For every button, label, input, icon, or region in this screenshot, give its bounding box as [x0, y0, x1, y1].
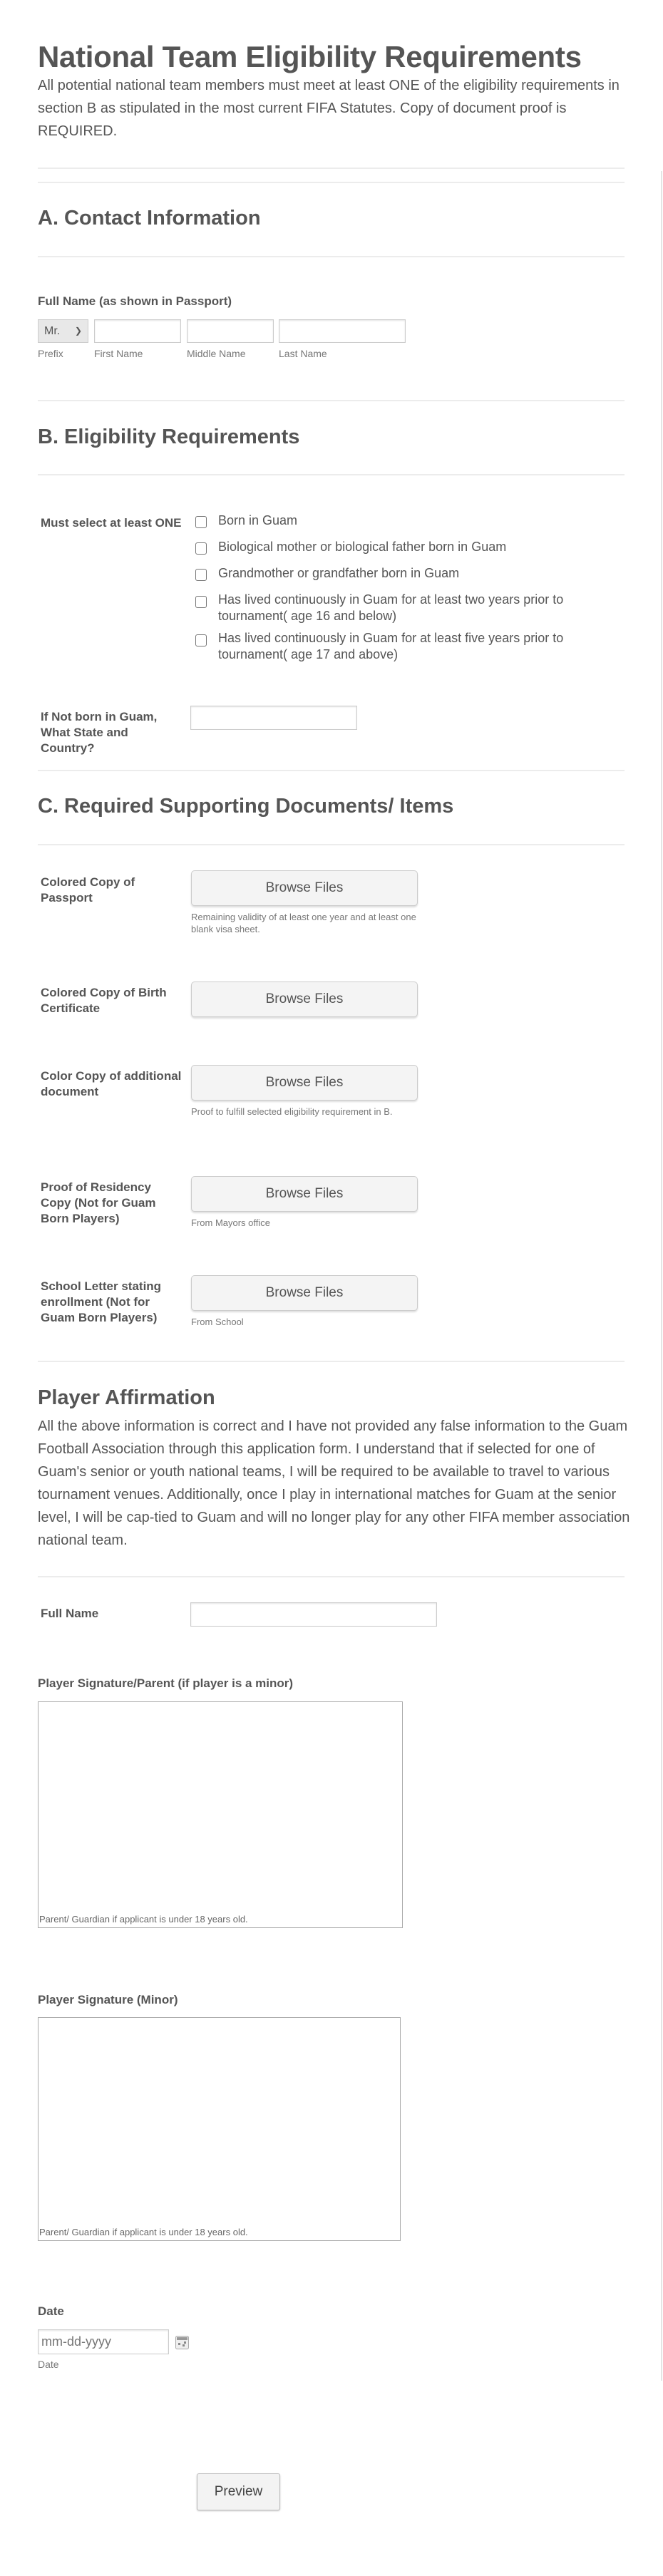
- checkbox-lived-two-years[interactable]: [195, 596, 207, 608]
- prefix-sublabel: Prefix: [38, 348, 63, 359]
- prefix-value: Mr.: [44, 325, 61, 337]
- must-select-label: Must select at least ONE: [41, 516, 182, 530]
- page-edge: [661, 171, 662, 2381]
- signature-parent-label: Player Signature/Parent (if player is a minor): [38, 1676, 294, 1690]
- checkbox-born-in-guam[interactable]: [195, 516, 207, 528]
- browse-files-button-residency[interactable]: Browse Files: [191, 1176, 418, 1212]
- upload-help-passport: Remaining validity of at least one year and at least one blank visa sheet.: [191, 912, 416, 934]
- divider: [38, 168, 625, 169]
- upload-help-school-letter: From School: [191, 1317, 244, 1327]
- divider: [38, 256, 625, 257]
- section-c-heading: C. Required Supporting Documents/ Items: [38, 795, 454, 818]
- affirmation-full-name-input[interactable]: [190, 1602, 437, 1627]
- last-name-input[interactable]: [279, 319, 406, 343]
- first-name-sublabel: First Name: [94, 348, 143, 359]
- option-label: Has lived continuously in Guam for at least five years prior to tournament( age 17 and above): [218, 631, 564, 661]
- checkbox-grandparent-born[interactable]: [195, 569, 207, 581]
- upload-label-additional-document: Color Copy of additional document: [41, 1069, 182, 1098]
- upload-help-residency: From Mayors office: [191, 1217, 271, 1228]
- option-label: Grandmother or grandfather born in Guam: [218, 566, 460, 580]
- signature-parent-pad[interactable]: [38, 1701, 403, 1928]
- divider: [38, 474, 625, 475]
- browse-files-button-passport[interactable]: Browse Files: [191, 870, 418, 906]
- prefix-select[interactable]: [38, 319, 88, 343]
- section-a-heading: A. Contact Information: [38, 207, 261, 230]
- checkbox-lived-five-years[interactable]: [195, 634, 207, 646]
- browse-files-button-birth-certificate[interactable]: Browse Files: [191, 982, 418, 1017]
- signature-minor-pad[interactable]: [38, 2017, 401, 2241]
- calendar-icon[interactable]: [175, 2336, 189, 2349]
- first-name-input[interactable]: [94, 319, 181, 343]
- affirmation-full-name-label: Full Name: [41, 1607, 99, 1620]
- option-label: Biological mother or biological father born in Guam: [218, 540, 507, 554]
- middle-name-input[interactable]: [187, 319, 274, 343]
- upload-label-passport: Colored Copy of Passport: [41, 875, 135, 905]
- signature-minor-label: Player Signature (Minor): [38, 1993, 178, 2006]
- page-description: All potential national team members must meet at least ONE of the eligibility requirements in section B as stipulated in the most current FIFA Statutes. Copy of document proof is REQUIRED.: [38, 78, 620, 139]
- date-input[interactable]: [38, 2329, 169, 2354]
- affirmation-heading: Player Affirmation: [38, 1386, 215, 1409]
- preview-button[interactable]: Preview: [197, 2473, 280, 2510]
- upload-help-additional-document: Proof to fulfill selected eligibility requirement in B.: [191, 1106, 393, 1117]
- checkbox-parent-born[interactable]: [195, 542, 207, 555]
- upload-label-school-letter: School Letter stating enrollment (Not for Guam Born Players): [41, 1279, 162, 1324]
- not-born-label: If Not born in Guam, What State and Country?: [41, 710, 158, 755]
- option-label: Has lived continuously in Guam for at least two years prior to tournament( age 16 and below): [218, 592, 564, 623]
- state-country-input[interactable]: [190, 706, 357, 730]
- divider: [38, 770, 625, 771]
- browse-files-button-additional-document[interactable]: Browse Files: [191, 1065, 418, 1101]
- divider: [38, 182, 625, 183]
- middle-name-sublabel: Middle Name: [187, 348, 246, 359]
- last-name-sublabel: Last Name: [279, 348, 327, 359]
- option-label: Born in Guam: [218, 513, 298, 527]
- page-title: National Team Eligibility Requirements: [38, 40, 582, 73]
- signature-parent-caption: Parent/ Guardian if applicant is under 18 years old.: [39, 1914, 248, 1925]
- chevron-down-icon: ❯: [74, 326, 82, 336]
- signature-minor-caption: Parent/ Guardian if applicant is under 18 years old.: [39, 2227, 248, 2237]
- date-label: Date: [38, 2304, 64, 2318]
- upload-label-birth-certificate: Colored Copy of Birth Certificate: [41, 986, 167, 1015]
- browse-files-button-school-letter[interactable]: Browse Files: [191, 1275, 418, 1311]
- affirmation-text: All the above information is correct and I have not provided any false information to the Guam Football Association through this application form. I understand that if selected for one of Guam's senior or youth national teams, I will be required to be available to travel to various tournament venues. Additionally, once I play in international matches for Guam at the senior level, I will be cap-tied to Guam and will no longer play for any other FIFA member association national team.: [38, 1418, 630, 1548]
- date-sublabel: Date: [38, 2359, 59, 2370]
- full-name-label: Full Name (as shown in Passport): [38, 294, 232, 308]
- divider: [38, 400, 625, 401]
- upload-label-residency: Proof of Residency Copy (Not for Guam Born Players): [41, 1180, 156, 1225]
- divider: [38, 1576, 625, 1577]
- divider: [38, 1361, 625, 1362]
- section-b-heading: B. Eligibility Requirements: [38, 426, 300, 448]
- divider: [38, 844, 625, 845]
